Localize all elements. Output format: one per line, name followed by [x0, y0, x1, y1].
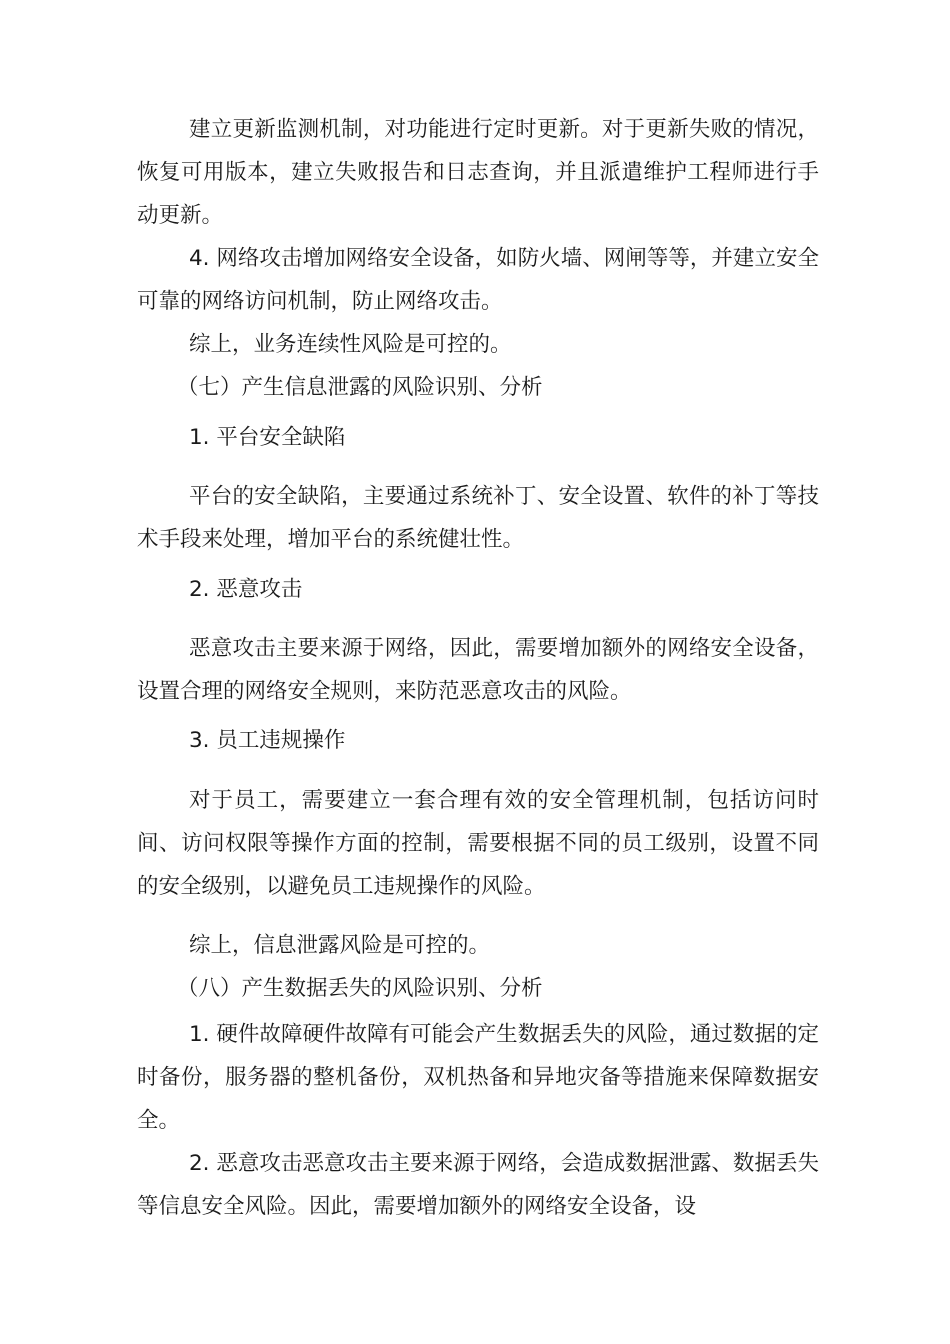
paragraph-hardware-failure: 1. 硬件故障硬件故障有可能会产生数据丢失的风险，通过数据的定时备份，服务器的整机备份，双机热备和异地灾备等措施来保障数据安全。 [137, 1022, 819, 1133]
paragraph-info-leak-summary: 综上，信息泄露风险是可控的。 [189, 933, 491, 958]
paragraph-update-mechanism: 建立更新监测机制，对功能进行定时更新。对于更新失败的情况，恢复可用版本，建立失败报告和日志查询，并且派遣维护工程师进行手动更新。 [137, 117, 819, 228]
paragraph-platform-defect: 平台的安全缺陷，主要通过系统补丁、安全设置、软件的补丁等技术手段来处理，增加平台的系统健壮性。 [137, 484, 819, 552]
section-heading-data-loss: （八）产生数据丢失的风险识别、分析 [177, 976, 543, 1001]
subheading-platform-defect: 1. 平台安全缺陷 [189, 425, 346, 450]
paragraph-employee-violation: 对于员工，需要建立一套合理有效的安全管理机制，包括访问时间、访问权限等操作方面的控制，需要根据不同的员工级别，设置不同的安全级别，以避免员工违规操作的风险。 [137, 788, 819, 899]
subheading-employee-violation: 3. 员工违规操作 [189, 728, 346, 753]
subheading-malicious-attack: 2. 恶意攻击 [189, 577, 303, 602]
section-heading-info-leak: （七）产生信息泄露的风险识别、分析 [177, 375, 543, 400]
paragraph-business-continuity-summary: 综上，业务连续性风险是可控的。 [189, 332, 512, 357]
paragraph-malicious-attack-data-loss: 2. 恶意攻击恶意攻击主要来源于网络，会造成数据泄露、数据丢失等信息安全风险。因此，需要增加额外的网络安全设备，设 [137, 1151, 819, 1219]
paragraph-malicious-attack: 恶意攻击主要来源于网络，因此，需要增加额外的网络安全设备，设置合理的网络安全规则，来防范恶意攻击的风险。 [137, 636, 819, 704]
paragraph-network-attack: 4. 网络攻击增加网络安全设备，如防火墙、网闸等等，并建立安全可靠的网络访问机制，防止网络攻击。 [137, 246, 819, 314]
